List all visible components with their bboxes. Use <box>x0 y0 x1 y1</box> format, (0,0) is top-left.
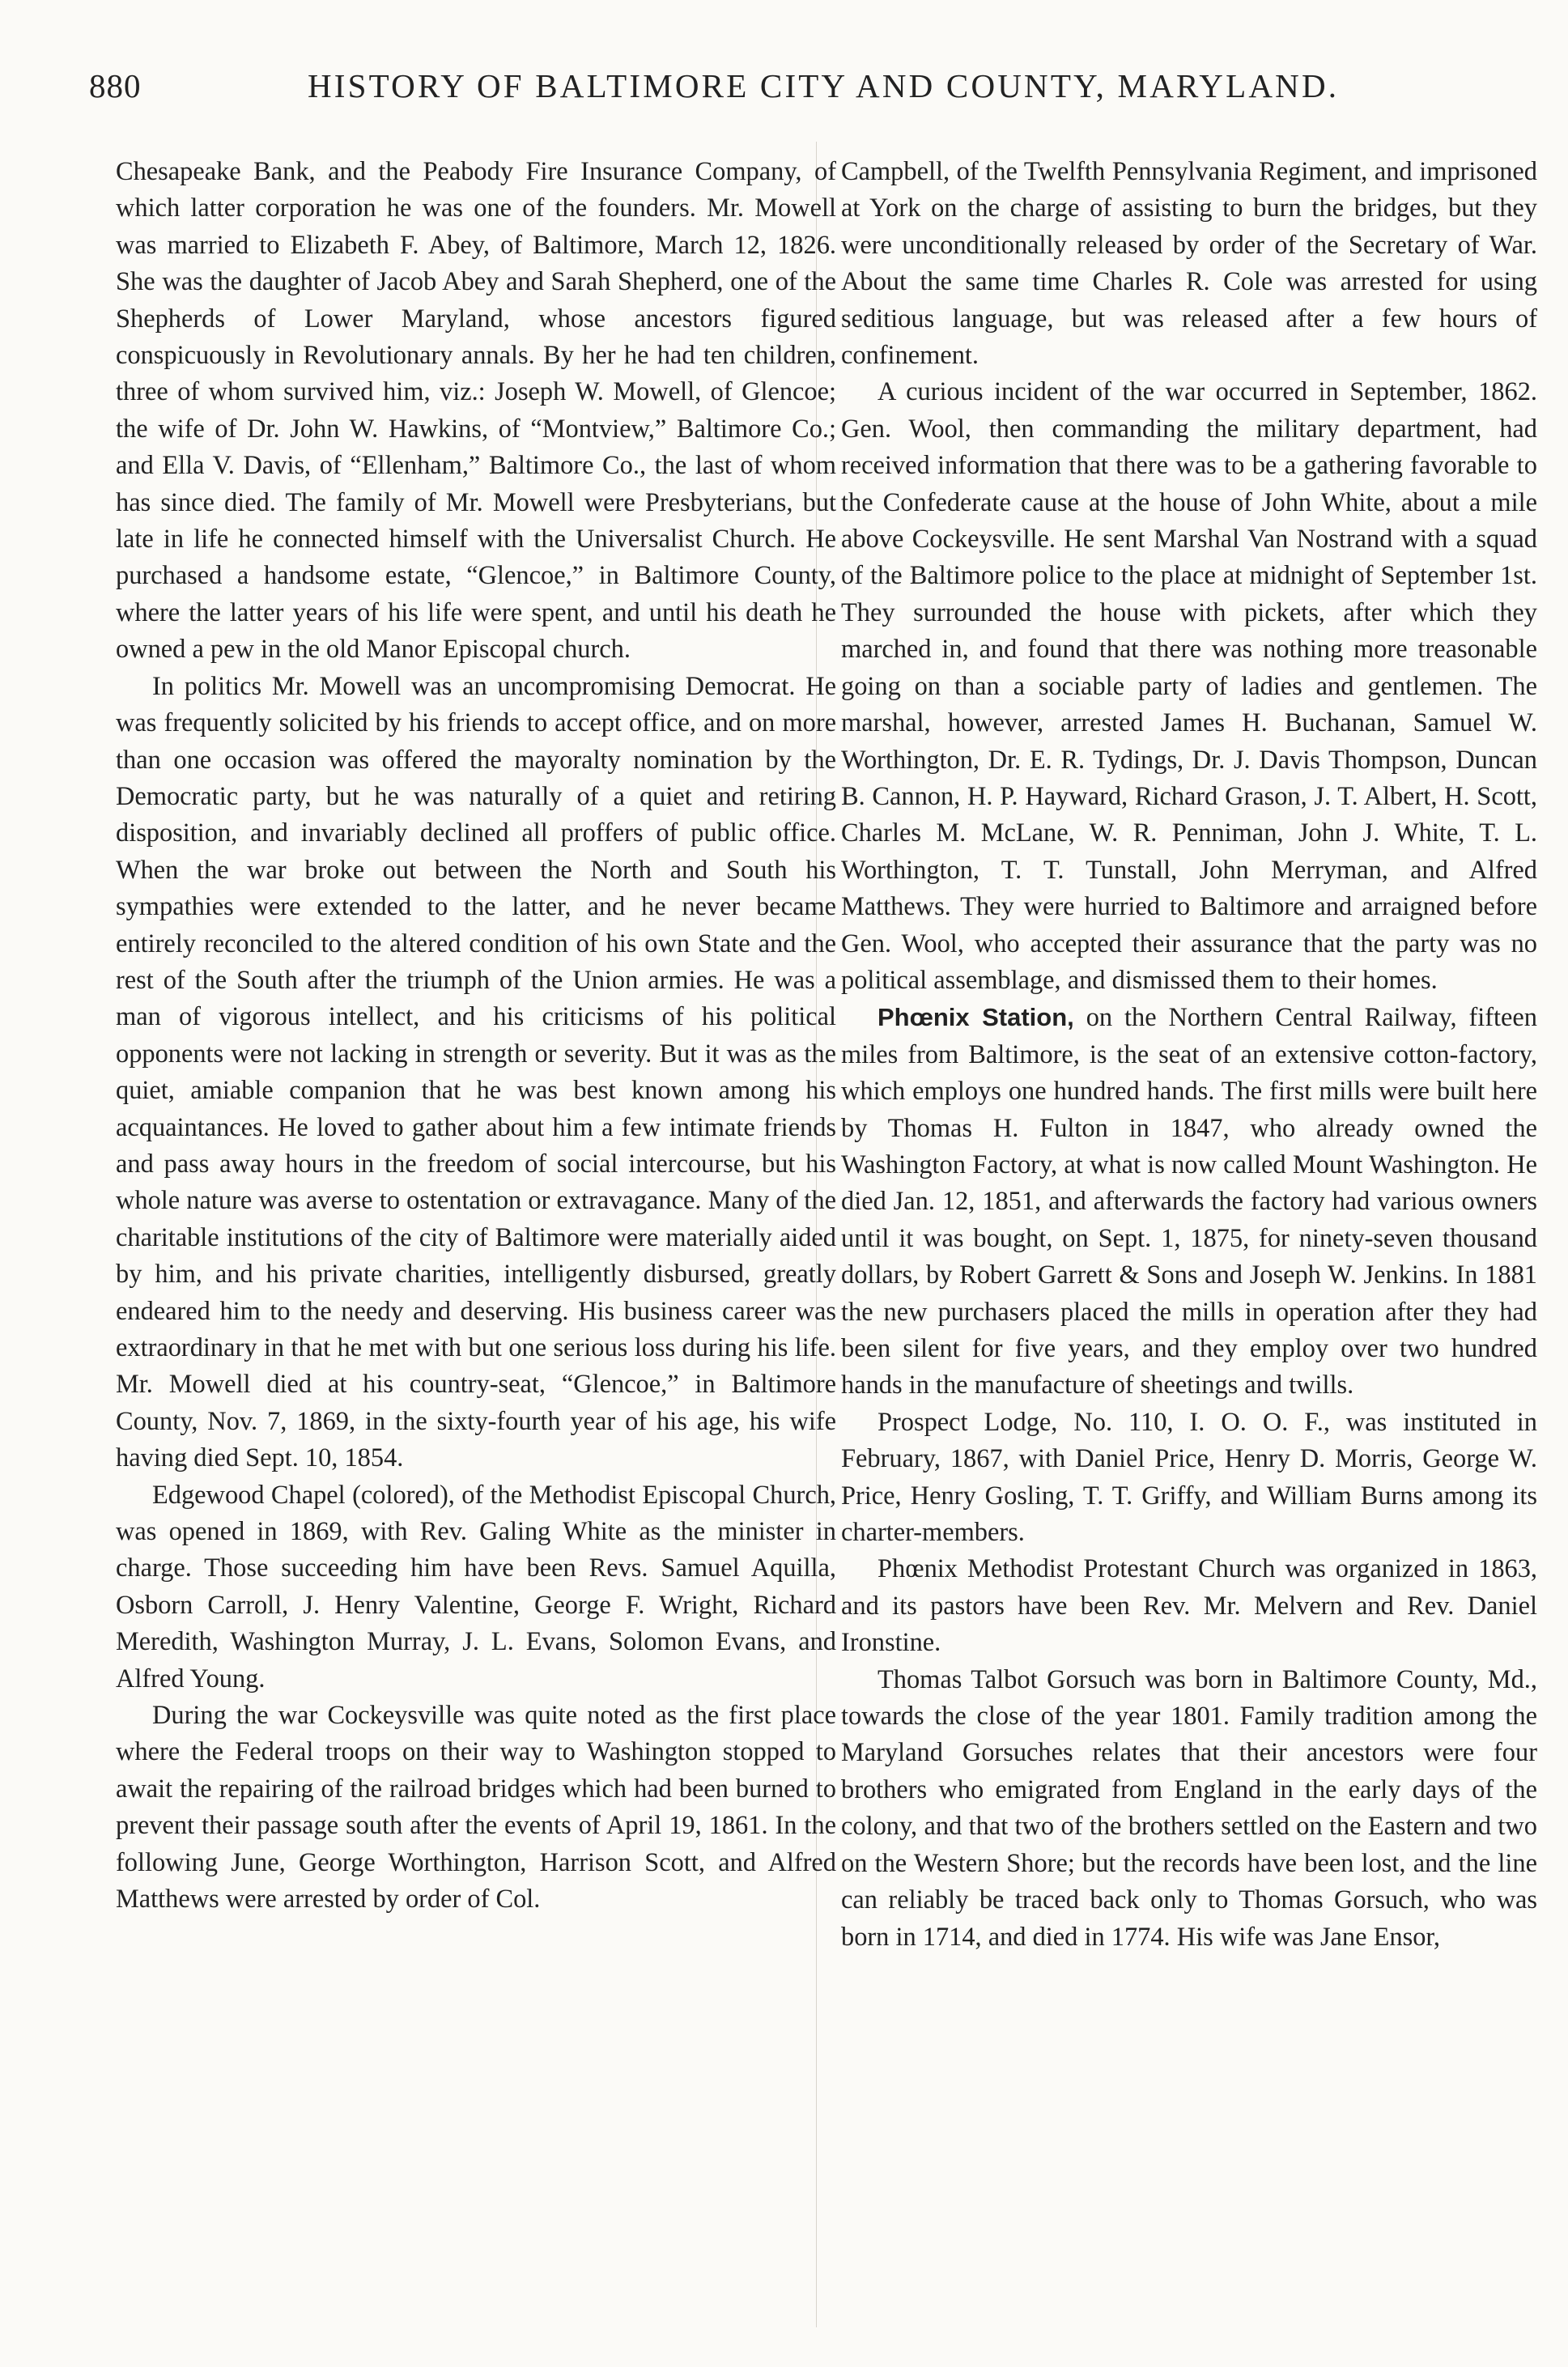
paragraph-mowell-family: Chesapeake Bank, and the Peabody Fire Insurance Company, of which latter corporation he was one of the founders. Mr. Mowell was married to Elizabeth F. Abey, of Baltimore, March 12, 1826. She was the daughter of Jacob Abey and Sarah Shepherd, one of the Shepherds of Lower Maryland, whose ancestors figured conspicuously in Revolutionary annals. By her he had ten children, three of whom survived him, viz.: Joseph W. Mowell, of Glencoe; the wife of Dr. John W. Hawkins, of “Montview,” Baltimore Co.; and Ella V. Davis, of “Ellenham,” Baltimore Co., the last of whom has since died. The family of Mr. Mowell were Presbyterians, but late in life he connected himself with the Universalist Church. He purchased a handsome estate, “Glencoe,” in Baltimore County, where the latter years of his life were spent, and until his death he owned a pew in the old Manor Episcopal church. <box>116 157 836 665</box>
left-column <box>116 154 836 2323</box>
paragraph-mowell-politics: In politics Mr. Mowell was an uncompromising Democrat. He was frequently solicited by his friends to accept office, and on more than one occasion was offered the mayoralty nomination by the Democratic party, but he was naturally of a quiet and retiring disposition, and invariably declined all proffers of public office. When the war broke out between the North and South his sympathies were extended to the latter, and he never became entirely reconciled to the altered condition of his own State and the rest of the South after the triumph of the Union armies. He was a man of vigorous intellect, and his criticisms of his political opponents were not lacking in strength or severity. But it was as the quiet, amiable companion that he was best known among his acquaintances. He loved to gather about him a few intimate friends and pass away hours in the freedom of social intercourse, but his whole nature was averse to ostentation or extravagance. Many of the charitable institutions of the city of Baltimore were materially aided by him, and his private charities, intelligently disbursed, greatly endeared him to the needy and deserving. His business career was extraordinary in that he met with but one serious loss during his life. Mr. Mowell died at his country-seat, “Glencoe,” in Baltimore County, Nov. 7, 1869, in the sixty-fourth year of his age, his wife having died Sept. 10, 1854. <box>116 671 836 1473</box>
paragraph-phoenix-station <box>841 999 1537 1404</box>
paragraph-phoenix-station-body: on the Northern Central Railway, fifteen miles from Baltimore, is the seat of an extensive cotton-factory, which employs one hundred hands. The first mills were built here by Thomas H. Fulton in 1847, who already owned the Washington Factory, at what is now called Mount Washington. He died Jan. 12, 1851, and afterwards the factory had various owners until it was bought, on Sept. 1, 1875, for ninety-seven thousand dollars, by Robert Garrett & Sons and Joseph W. Jenkins. In 1881 the new purchasers placed the mills in operation after they had been silent for five years, and they employ over two hundred hands in the manufacture of sheetings and twills. <box>841 1003 1537 1400</box>
paragraph-cockeysville-war: During the war Cockeysville was quite noted as the first place where the Federal troops on their way to Washington stopped to await the repairing of the railroad bridges which had been burned to prevent their passage south after the events of April 19, 1861. In the following June, George Worthington, Harrison Scott, and Alfred Matthews were arrested by order of Col. <box>116 1701 836 1914</box>
paragraph-edgewood-chapel: Edgewood Chapel (colored), of the Methodist Episcopal Church, was opened in 1869, with Rev. Galing White as the minister in charge. Those succeeding him have been Revs. Samuel Aquilla, Osborn Carroll, J. Henry Valentine, George F. Wright, Richard Meredith, Washington Murray, J. L. Evans, Solomon Evans, and Alfred Young. <box>116 1480 836 1693</box>
paragraph-curious-incident: A curious incident of the war occurred in September, 1862. Gen. Wool, then commanding the military department, had received information that there was to be a gathering favorable to the Confederate cause at the house of John White, about a mile above Cockeysville. He sent Marshal Van Nostrand with a squad of the Baltimore police to the place at midnight of September 1st. They surrounded the house with pickets, after which they marched in, and found that there was nothing more treasonable going on than a sociable party of ladies and gentlemen. The marshal, however, arrested James H. Buchanan, Samuel W. Worthington, Dr. E. R. Tydings, Dr. J. Davis Thompson, Duncan B. Cannon, H. P. Hayward, Richard Grason, J. T. Albert, H. Scott, Charles M. McLane, W. R. Penniman, John J. White, T. L. Worthington, T. T. Tunstall, John Merryman, and Alfred Matthews. They were hurried to Baltimore and arraigned before Gen. Wool, who accepted their assurance that the party was no political assemblage, and dismissed them to their homes. <box>841 377 1537 995</box>
running-title: HISTORY OF BALTIMORE CITY AND COUNTY, MARYLAND. <box>308 67 1340 104</box>
paragraph-prospect-lodge: Prospect Lodge, No. 110, I. O. O. F., was instituted in February, 1867, with Daniel Price, Henry D. Morris, George W. Price, Henry Gosling, T. T. Griffy, and William Burns among its charter-members. <box>841 1407 1537 1548</box>
paragraph-phoenix-methodist: Phœnix Methodist Protestant Church was organized in 1863, and its pastors have been Rev. Mr. Melvern and Rev. Daniel Ironstine. <box>841 1554 1537 1658</box>
paragraph-gorsuch: Thomas Talbot Gorsuch was born in Baltimore County, Md., towards the close of the year 1801. Family tradition among the Maryland Gorsuches relates that their ancestors were four brothers who emigrated from England in the early days of the colony, and that two of the brothers settled on the Eastern and two on the Western Shore; but the records have been lost, and the line can reliably be traced back only to Thomas Gorsuch, who was born in 1714, and died in 1774. His wife was Jane Ensor, <box>841 1664 1537 1952</box>
page-number: 880 <box>89 67 142 104</box>
section-lead-phoenix-station: Phœnix Station, <box>877 1003 1074 1032</box>
paragraph-campbell-arrest: Campbell, of the Twelfth Pennsylvania Regiment, and imprisoned at York on the charge of assisting to burn the bridges, but they were unconditionally released by order of the Secretary of War. About the same time Charles R. Cole was arrested for using seditious language, but was released after a few hours of confinement. <box>841 157 1537 371</box>
right-column <box>841 154 1537 2323</box>
page-header <box>89 66 1530 115</box>
